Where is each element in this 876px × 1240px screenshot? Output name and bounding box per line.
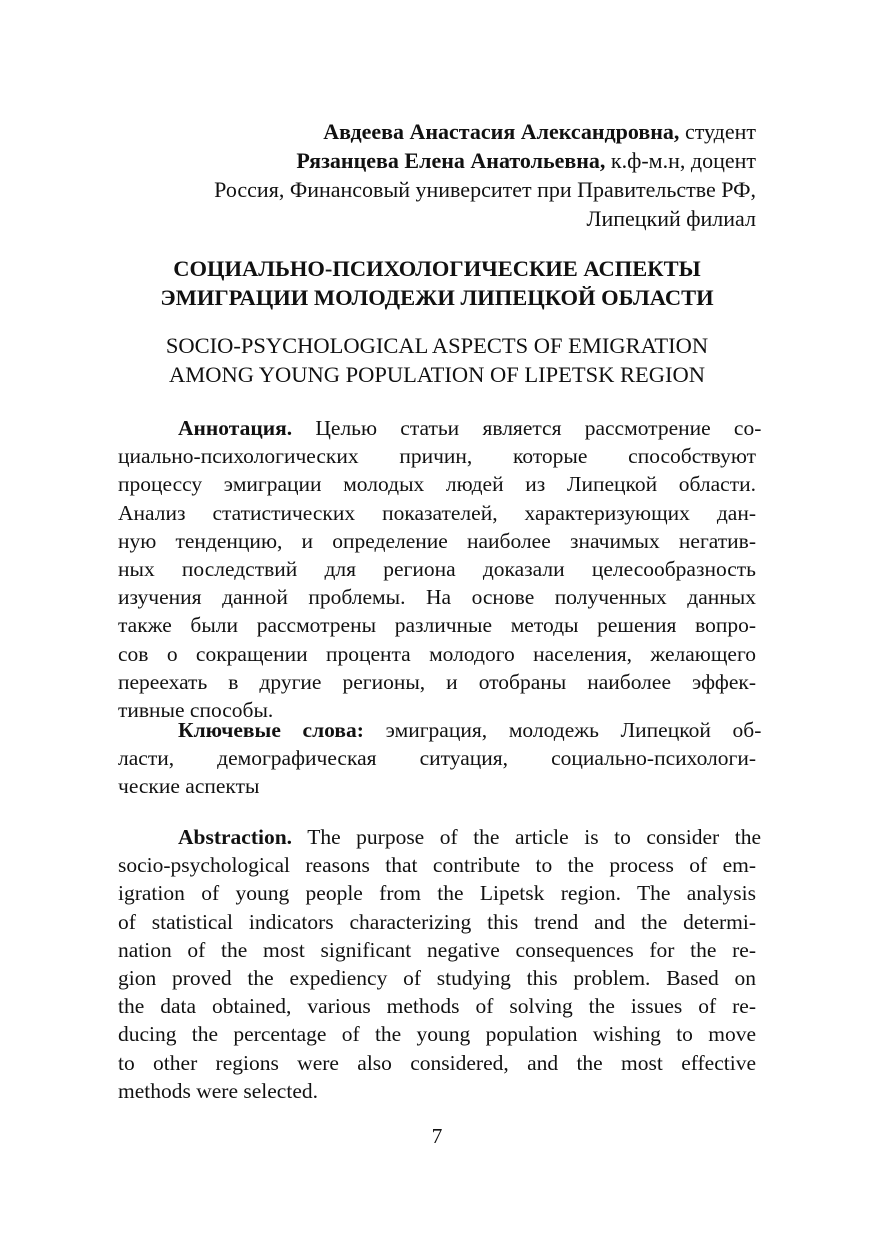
- title-ru-line-2: ЭМИГРАЦИИ МОЛОДЕЖИ ЛИПЕЦКОЙ ОБЛАСТИ: [160, 285, 714, 310]
- annotation-line: [118, 527, 756, 555]
- annotation-text: изучения данной проблемы. На основе полученных данных: [118, 585, 756, 610]
- keywords-line: [118, 744, 756, 772]
- author-1-role: студент: [679, 119, 756, 144]
- abstract-text: ducing the percentage of the young population wishing to move: [118, 1022, 756, 1047]
- affiliation-line-1: Россия, Финансовый университет при Правительстве РФ,: [214, 177, 756, 202]
- abstract-text: nation of the most significant negative consequences for the re-: [118, 937, 756, 962]
- abstract-label: Abstraction.: [178, 825, 293, 849]
- abstract-line: [118, 908, 756, 936]
- abstract-text: methods were selected.: [118, 1078, 318, 1103]
- keywords-label: Ключевые слова:: [178, 718, 364, 742]
- keywords-line: [118, 716, 762, 744]
- abstract-line: [118, 823, 761, 851]
- title-en-line-1: SOCIO-PSYCHOLOGICAL ASPECTS OF EMIGRATION: [165, 333, 709, 358]
- annotation-line: [118, 555, 756, 583]
- abstract-text: to other regions were also considered, and the most effective: [118, 1050, 756, 1075]
- title-ru-line-1: СОЦИАЛЬНО-ПСИХОЛОГИЧЕСКИЕ АСПЕКТЫ: [173, 256, 701, 281]
- abstract-line: [118, 851, 756, 879]
- annotation-text: переехать в другие регионы, и отобраны наиболее эффек-: [118, 669, 756, 694]
- annotation-text: ную тенденцию, и определение наиболее значимых негатив-: [118, 528, 756, 553]
- annotation-text: Целью статьи является рассмотрение со-: [292, 416, 762, 440]
- abstract-text: of statistical indicators characterizing this trend and the determi-: [118, 909, 756, 934]
- keywords-paragraph: [118, 716, 762, 801]
- annotation-text: сов о сокращении процента молодого населения, желающего: [118, 641, 756, 666]
- abstract-text: igration of young people from the Lipetsk region. The analysis: [118, 881, 756, 906]
- affiliation-line-2: Липецкий филиал: [586, 206, 756, 231]
- abstract-text: The purpose of the article is to consider the: [292, 825, 761, 849]
- annotation-line: [118, 442, 756, 470]
- abstract-line: [118, 964, 756, 992]
- annotation-line: [118, 499, 756, 527]
- annotation-text: циально-психологических причин, которые способствуют: [118, 444, 756, 469]
- annotation-text: тивные способы.: [118, 697, 274, 722]
- abstract-line: [118, 992, 756, 1020]
- annotation-line: [118, 611, 756, 639]
- annotation-line: [118, 640, 756, 668]
- abstract-line: [118, 936, 756, 964]
- annotation-line: [118, 414, 762, 442]
- title-en-line-2: AMONG YOUNG POPULATION OF LIPETSK REGION: [168, 362, 706, 387]
- annotation-line: [118, 583, 756, 611]
- keywords-line: [118, 772, 756, 800]
- author-block: [56, 117, 756, 233]
- author-2: [56, 146, 756, 175]
- title-english: [118, 331, 756, 389]
- annotation-paragraph: [118, 414, 762, 724]
- annotation-text: Анализ статистических показателей, характеризующих дан-: [118, 500, 756, 525]
- title-russian: [118, 254, 756, 312]
- abstract-line: [118, 1077, 756, 1105]
- abstract-line: [118, 1020, 756, 1048]
- keywords-text: ласти, демографическая ситуация, социально-психологи-: [118, 746, 756, 771]
- keywords-text: эмиграция, молодежь Липецкой об-: [363, 718, 762, 742]
- annotation-text: ных последствий для региона доказали целесообразность: [118, 556, 756, 581]
- annotation-line: [118, 470, 756, 498]
- author-2-role: к.ф-м.н, доцент: [605, 148, 756, 173]
- author-1: [56, 117, 756, 146]
- abstract-text: the data obtained, various methods of solving the issues of re-: [118, 994, 756, 1019]
- keywords-text: ческие аспекты: [118, 774, 260, 799]
- abstract-line: [118, 1049, 756, 1077]
- annotation-text: также были рассмотрены различные методы решения вопро-: [118, 613, 756, 638]
- abstract-text: socio-psychological reasons that contribute to the process of em-: [118, 853, 756, 878]
- abstract-paragraph: [118, 823, 761, 1105]
- author-2-name: Рязанцева Елена Анатольевна,: [296, 148, 606, 173]
- abstract-line: [118, 879, 756, 907]
- annotation-line: [118, 668, 756, 696]
- annotation-text: процессу эмиграции молодых людей из Липецкой области.: [118, 472, 756, 497]
- author-1-name: Авдеева Анастасия Александровна,: [323, 119, 680, 144]
- page-number: 7: [431, 1124, 443, 1148]
- abstract-text: gion proved the expediency of studying this problem. Based on: [118, 965, 756, 990]
- annotation-label: Аннотация.: [178, 416, 293, 440]
